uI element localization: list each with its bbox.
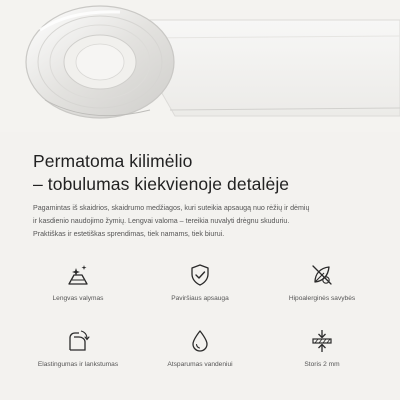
description-line-3: Praktiškas ir estetiškas sprendimas, tiek namams, tiek biurui. (33, 230, 225, 238)
title-line-1: Permatoma kilimėlio (33, 151, 193, 171)
feature-thickness (262, 328, 382, 369)
description-line-2: ir kasdienio naudojimo žymių. Lengvai valoma – tereikia nuvalyti drėgnu skuduriu. (33, 217, 290, 225)
water-drop-icon (187, 328, 213, 354)
description (33, 202, 373, 241)
feature-label: Paviršiaus apsauga (171, 295, 229, 302)
feature-hypoallergenic (262, 262, 382, 303)
product-image (0, 0, 400, 132)
feature-easy-clean (18, 262, 138, 303)
feature-label: Atsparumas vandeniui (167, 361, 233, 368)
thickness-icon (309, 328, 335, 354)
feature-label: Lengvas valymas (52, 295, 104, 302)
feature-water-resistance (140, 328, 260, 369)
shield-check-icon (187, 262, 213, 288)
flexible-corner-icon (65, 328, 91, 354)
page-title (33, 150, 373, 196)
transparent-roll-image (0, 0, 400, 132)
feature-grid (18, 262, 382, 394)
hypoallergenic-icon (309, 262, 335, 288)
title-line-2: – tobulumas kiekvienoje detalėje (33, 174, 290, 194)
sparkle-clean-icon (65, 262, 91, 288)
feature-label: Hipoalerginės savybės (288, 295, 356, 302)
feature-surface-protection (140, 262, 260, 303)
feature-label: Elastingumas ir lankstumas (37, 361, 119, 368)
description-line-1: Pagamintas iš skaidrios, skaidrumo medžiagos, kuri suteikia apsaugą nuo rėžių ir dėmių (33, 204, 310, 212)
feature-flexibility (18, 328, 138, 369)
feature-label: Storis 2 mm (304, 361, 340, 368)
